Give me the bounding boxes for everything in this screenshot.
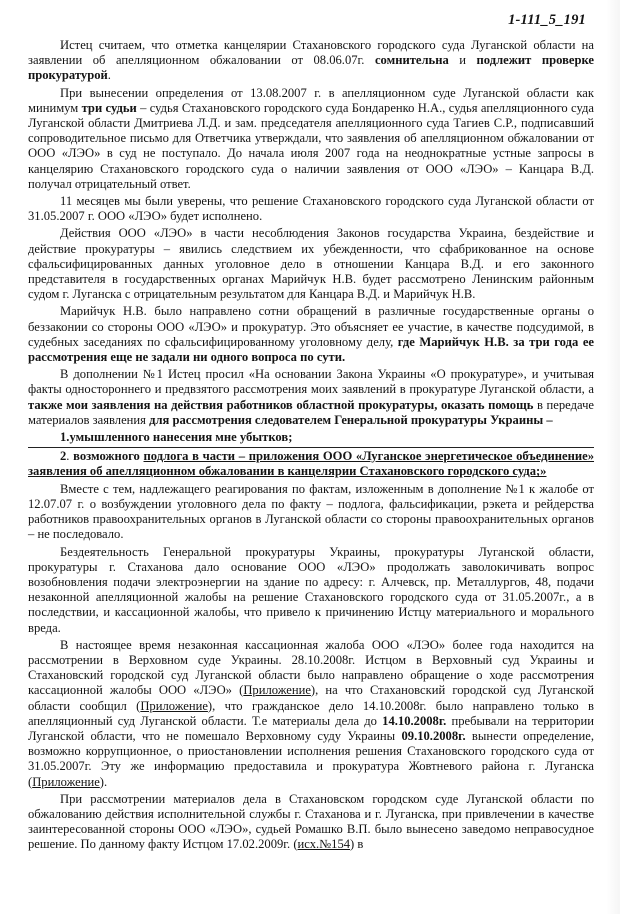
paragraph [28, 226, 594, 302]
text-run: – судья Стахановского городского суда Бондаренко Н.А., судья апелляционного суда Луганской области Дмитриева Л.Д. и зам. председателя апелляционного суда Тагиев С.Р., подписавший сопроводительное письмо для Ответчика утверждали, что заявления об апелляционном обжаловании от ООО «ЛЭО» в суд не поступало. До начала июля 2007 года на неоднократные устные запросы в канцелярию Стахановского городского суда о наличии заявления от ООО «ЛЭО» – Канцара В.Д. получал отрицательный ответ. [28, 100, 594, 191]
text-run: Истец считаем, что отметка канцелярии Стахановского городского суда Луганской области на заявлении об апелляционном обжаловании от 08.06.07г. [28, 38, 594, 68]
bold-text: три судьи [81, 100, 137, 115]
bold-text: где Марийчук Н.В. за три года ее рассмотрения еще не задали ни одного вопроса по сути. [28, 334, 594, 365]
underlined-reference: Приложение [140, 698, 208, 713]
text-run: . [66, 449, 74, 464]
text-run: . [107, 68, 111, 83]
text-run: Действия ООО «ЛЭО» в части несоблюдения Законов государства Украина, бездействие и действие прокуратуры – явились следствием их убежденности, что сфабрикованное на основе сфальсифицированных данных уголовное дело в отношении Канцара В.Д. и его законного представителя в государственных органах Марийчук Н.В. будет рассмотрено Ленинским районным судом г. Луганска с отрицательным результатом для Канцара В.Д. и Марийчук Н.В. [28, 226, 594, 302]
paragraph [28, 449, 594, 479]
paragraph [28, 638, 594, 790]
text-run: ). [99, 774, 108, 789]
bold-text: сомнительна [374, 53, 449, 68]
paragraph [28, 86, 594, 192]
paragraph [28, 367, 594, 428]
text-run: и [448, 53, 477, 68]
document-id: 1-111_5_191 [508, 12, 586, 28]
paragraph [28, 194, 594, 224]
bold-text: 1.умышленного нанесения мне убытков; [60, 430, 293, 445]
text-run: В дополнении №1 Истец просил «На основании Закона Украины «О прокуратуре», и учитывая факты одностороннего и предвзятого рассмотрения моих заявлений в прокуратуре Луганской области, а [28, 367, 594, 397]
bold-text: возможного [73, 449, 144, 464]
bold-text: также мои заявления на действия работников областной прокуратуры, оказать помощь [28, 397, 534, 412]
bold-text: для рассмотрения следователем Генеральной прокуратуры Украины – [149, 412, 553, 427]
text-run: Вместе с тем, надлежащего реагирования по фактам, изложенным в дополнение №1 к жалобе от 12.07.07 г. о возбуждении уголовного дела по факту – подлога, фальсификации, рэкета и рейдерства работников правоохранительных органов в Луганской области со стороны правоохранительных органов – не последовало. [28, 481, 594, 542]
horizontal-rule [28, 447, 594, 448]
text-run: в передаче материалов заявления [28, 397, 594, 427]
paragraph [28, 792, 594, 853]
bold-text: 2 [60, 449, 67, 464]
text-run: При вынесении определения от 13.08.2007 г. в апелляционном суде Луганской области как минимум [28, 85, 594, 115]
paragraph [28, 38, 594, 84]
bold-text: 14.10.2008г. [382, 713, 447, 728]
bold-underlined-text: подлога в части – приложения ООО «Луганское энергетическое объединение» заявления об апелляционном обжаловании в канцелярии Стахановского городского суда;» [28, 449, 595, 479]
text-run: вынести определение, возможно коррупционное, о приостановлении исполнения решения Стахановского городского суда от 31.05.2007г. Эту же информацию предоставила и прокуратура Жовтневого района г. Луганска ( [28, 728, 594, 789]
bold-text: 09.10.2008г. [401, 728, 466, 743]
paragraph [28, 430, 594, 445]
bold-text: подлежит проверке прокуратурой [28, 53, 595, 83]
underlined-reference: исх.№154 [297, 837, 351, 852]
text-run: 11 месяцев мы были уверены, что решение Стахановского городского суда Луганской области от 31.05.2007 г. ООО «ЛЭО» будет исполнено. [28, 194, 594, 224]
text-run: Марийчук Н.В. было направлено сотни обращений в различные государственные органы о беззаконии со стороны ООО «ЛЭО» и прокуратур. Это объясняет ее участие, в качестве подсудимой, в судебных заседаниях по сфальсифицированному уголовному делу, [28, 304, 594, 349]
text-run: При рассмотрении материалов дела в Стахановском городском суде Луганской области по обжалованию действия исполнительной службы г. Стаханова и г. Луганска, при привлечении в качестве заинтересованной стороны ООО «ЛЭО», судьей Ромашко В.П. было вынесено заведомо неправосудное решение. По данному факту Истцом 17.02.2009г. ( [28, 791, 594, 852]
text-run: ), на что Стахановский городской суд Луганской области сообщил ( [28, 683, 595, 713]
text-run: Бездеятельность Генеральной прокуратуры Украины, прокуратуры Луганской области, прокуратуры г. Стаханова дало основание ООО «ЛЭО» продолжать заволокичивать вопрос возобновления подачи электроэнергии на здание по адресу: г. Алчевск, пр. Металлургов, 48, подачи незаконной апелляционной жалобы на решение Стахановского городского суда от 31.05.2007г., а в последствии, и кассационной жалобы, что привело к причинению Истцу материального и морального вреда. [28, 544, 594, 635]
paragraph [28, 304, 594, 365]
text-run: ), что гражданское дело 14.10.2008г. было направлено только в апелляционный суд Луганской области. Т.е материалы дела до [28, 698, 594, 728]
text-run: пребывали на территории Луганской области, что не помешало Верховному суду Украины [28, 713, 594, 743]
underlined-reference: Приложение [243, 683, 311, 698]
scan-shadow [606, 0, 620, 914]
text-run: В настоящее время незаконная кассационная жалоба ООО «ЛЭО» более года находится на рассмотрении в Верховном суде Украины. 28.10.2008г. Истцом в Верховный суд Украины и Стахановский городской суд Луганской области было направлено обращение о ходе рассмотрения кассационной жалобы ООО «ЛЭО» ( [28, 637, 594, 698]
paragraph [28, 545, 594, 636]
underlined-reference: Приложение [32, 774, 100, 789]
text-run: ) в [350, 837, 364, 852]
paragraph [28, 482, 594, 543]
document-body [28, 38, 594, 855]
